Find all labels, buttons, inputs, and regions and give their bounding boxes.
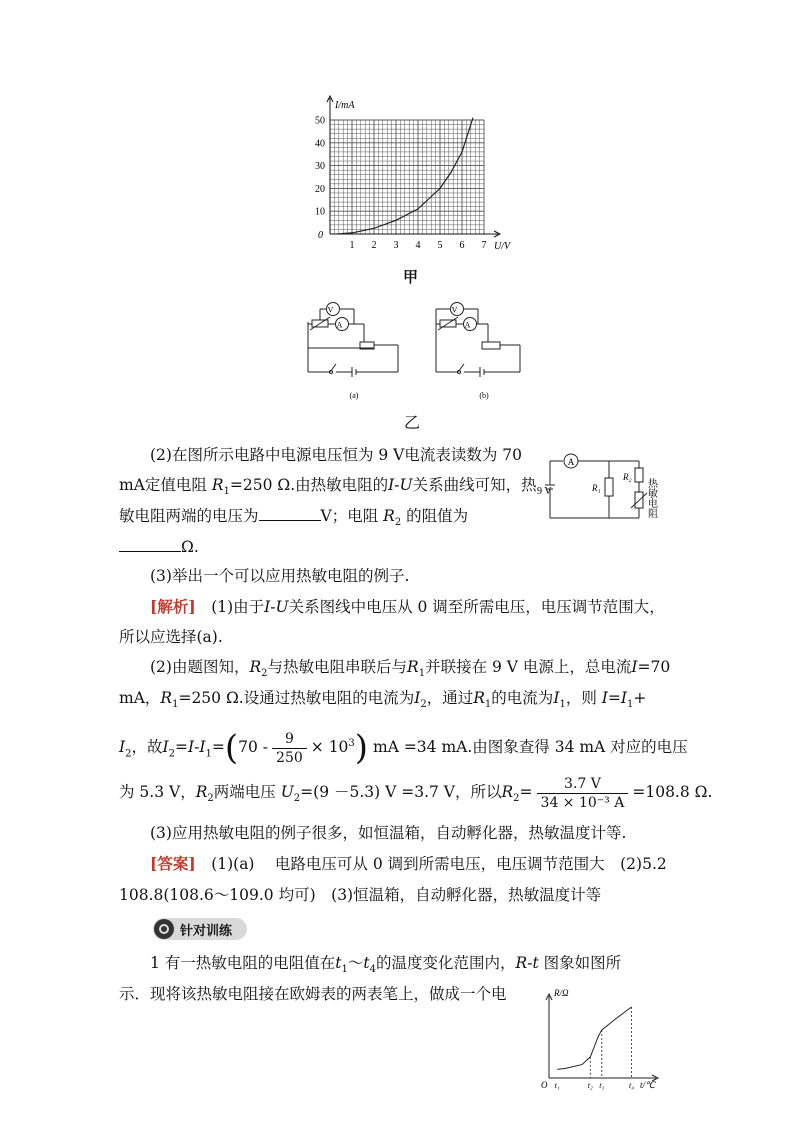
iu-tick-labels [315,116,487,252]
circuit-a-label: (a) [349,391,359,400]
iu-grid [330,120,484,234]
training-title: 针对训练 [180,924,233,939]
iu-y-tick-label: 30 [315,161,325,173]
circuit-a [308,303,398,378]
answer-blank-voltage[interactable] [259,506,321,521]
rt-y-axis-label: R/Ω [554,988,569,998]
rt-series-line [557,1007,631,1069]
figure-caption-jia: 甲 [403,268,419,286]
side-r2-label: R₂ [623,472,632,482]
rt-x-tick-label: t₁ [554,1081,560,1090]
analysis-p2-line-1: (2)由题图知，$R_2$与热敏电阻串联后与$R_1$并联接在 9 V 电源上，总电流I=70 [150,658,671,680]
analysis-p1-line-2: 所以应选择(a). [119,628,223,646]
iu-y-tick-label: 20 [315,183,325,195]
iu-y-tick-label: 50 [315,115,325,127]
analysis-p3: (3)应用热敏电阻的例子很多，如恒温箱，自动孵化器，热敏温度计等. [150,824,627,842]
rt-x-tick-label: t₂ [587,1081,593,1090]
rt-x-axis-label: t/℃ [640,1080,656,1090]
iu-y-axis-label: I/mA [335,100,355,111]
fraction-9-over-250: $\frac{9}{250}$ [272,730,307,767]
circuit-b [436,303,520,378]
voltmeter-a-label: V [327,305,334,315]
analysis-p2-line-3: $I_2$，故$I_2=I-I_1=(70$ - $\frac{9}{250}$ × $10^3$) mA =34 mA.由图象查得 34 mA 对应的电压 [119,728,688,769]
side-voltage-label: 9 V [537,486,552,497]
q2-line-1: (2)在图所示电路中电源电压恒为 9 V电流表读数为 70 [150,446,523,464]
rt-origin-label: O [541,1080,548,1090]
analysis-p2-line-2: mA，$R_1=250$ Ω.设通过热敏电阻的电流为$I_2$，通过$R_1$的电流为$I_1$，则 $I=I_1+$ [119,689,647,711]
circuit-diagrams [300,298,530,400]
iu-x-tick-label: 2 [371,240,377,251]
figure-caption-yi: 乙 [404,413,421,432]
side-circuit [535,448,670,528]
iu-x-tick-label: 7 [481,240,487,251]
voltmeter-b-label: V [451,305,458,315]
iu-x-tick-label: 3 [393,240,399,251]
iu-x-tick-label: 4 [415,240,421,251]
circuit-b-label: (b) [479,391,489,400]
iu-x-tick-label: 5 [437,240,443,251]
answer-blank-resistance[interactable] [119,537,181,552]
side-ammeter-label: A [567,457,575,467]
rt-x-tick-label: t₃ [599,1081,605,1090]
iu-chart [300,92,520,252]
rt-tick-labels [555,1081,634,1090]
iu-y-tick-label: 40 [315,138,325,150]
answer-line-1: [答案] (1)(a) 电路电压可从 0 调到所需电压，电压调节范围大 (2)5.2 [150,854,667,873]
iu-x-tick-label: 1 [349,240,355,251]
ammeter-a-label: A [336,320,343,330]
iu-y-tick-label: 10 [315,206,325,218]
fraction-3.7-over-34e-3: $\frac{3.7 V}{\text{34 × 10⁻³ A}}$ [537,775,629,812]
analysis-p2-line-4: 为 5.3 V，$R_2$两端电压 $U_2=(9 -5.3)$ V =3.7 V，所以$R_2=$ $\frac{3.7 V}{\text{34 × 10⁻³ A}}$ =108.8 Ω. [119,775,713,811]
ammeter-b-label: A [464,320,471,330]
q2-line-2: mA定值电阻 $R_1=250$ Ω.由热敏电阻的I-U关系曲线可知，热 [119,476,537,498]
q2-line-4: Ω. [119,536,199,558]
rt-x-tick-label: t₄ [628,1081,635,1090]
answer-line-2: 108.8(108.6～109.0 均可) (3)恒温箱，自动孵化器，热敏温度计等 [119,886,602,904]
rt-chart [538,984,668,1092]
q2-line-3: 敏电阻两端的电压为 V；电阻 $R_2$ 的阻值为 [119,507,469,529]
training-line-2: 示．现将该热敏电阻接在欧姆表的两表笔上，做成一个电 [119,985,507,1003]
iu-x-axis-label: U/V [494,241,511,252]
side-r1-label: R₁ [592,483,601,493]
target-icon [154,919,174,939]
training-line-1: 1 有一热敏电阻的电阻值在$t_1\sim t_4$的温度变化范围内，R-t 图象如图所 [150,954,622,976]
q3-text: (3)举出一个可以应用热敏电阻的例子. [150,567,410,585]
analysis-p1-line-1: [解析] (1)由于I-U关系图线中电压从 0 调至所需电压，电压调节范围大， [150,597,665,616]
iu-origin-label: 0 [318,230,323,241]
iu-x-tick-label: 6 [459,240,465,251]
side-thermistor-label: 热敏电阻 [645,478,657,518]
